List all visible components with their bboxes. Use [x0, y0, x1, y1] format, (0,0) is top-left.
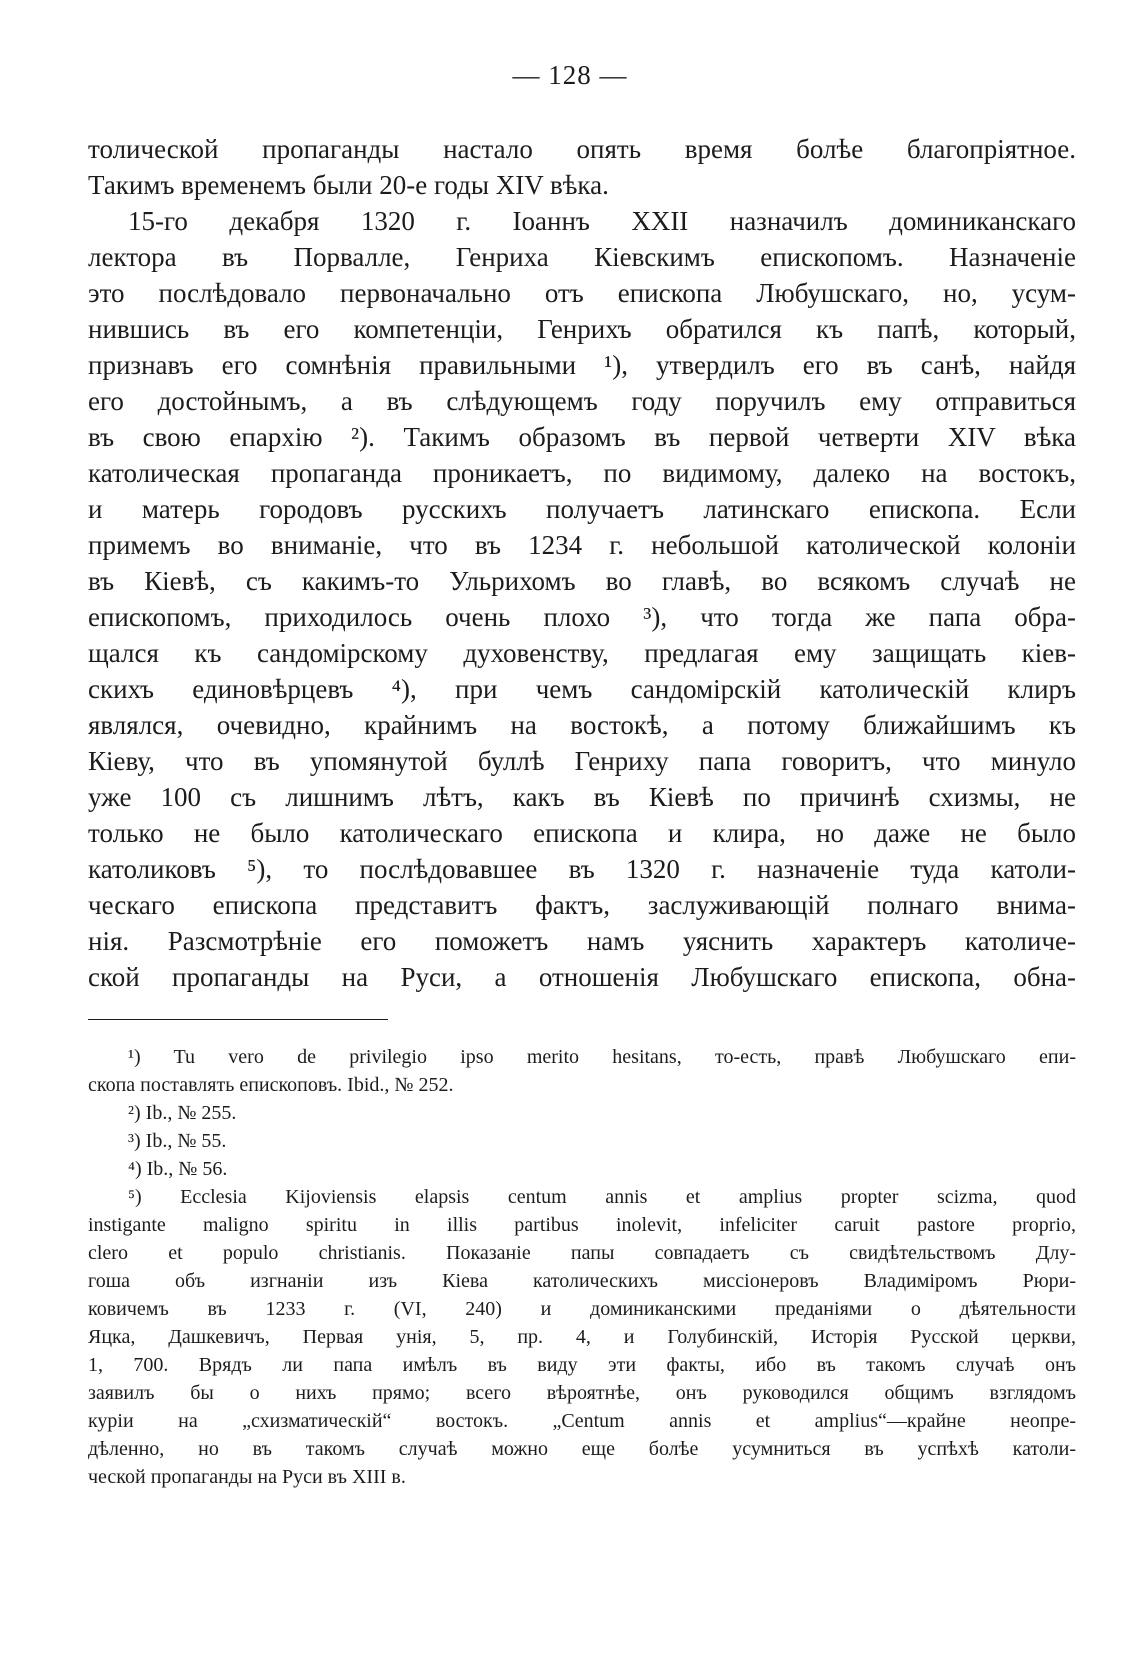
footnote-line: ²) Ib., № 255. [128, 1102, 237, 1124]
footnote-line: 1, 700. Врядъ ли папа имѣлъ въ виду эти факты, ибо въ такомъ случаѣ онъ [88, 1354, 1076, 1376]
footnote-line: ковичемъ въ 1233 г. (VI, 240) и доминиканскими преданіями о дѣятельности [88, 1298, 1076, 1320]
main-line: и матерь городовъ русскихъ получаетъ латинскаго епископа. Если [88, 494, 1076, 524]
footnote-line: ³) Ib., № 55. [128, 1130, 227, 1152]
footnote-line: ческой пропаганды на Руси въ XIII в. [88, 1466, 406, 1488]
main-line: скихъ единовѣрцевъ ⁴), при чемъ сандомірскій католическій клиръ [88, 674, 1076, 704]
footnote-line: instigante maligno spiritu in illis partibus inolevit, infeliciter caruit pastore proprio, [88, 1214, 1076, 1236]
footnotes [88, 1043, 1076, 1491]
main-line: епископомъ, приходилось очень плохо ³), что тогда же папа обра- [88, 602, 1076, 632]
footnote-line: скопа поставлять епископовъ. Ibid., № 252. [88, 1074, 454, 1096]
main-text [88, 131, 1076, 995]
footnote-line: ¹) Tu vero de privilegio ipso merito hesitans, то-есть, правѣ Любушскаго епи- [128, 1046, 1076, 1068]
main-line: Кіеву, что въ упомянутой буллѣ Генриху папа говоритъ, что минуло [88, 746, 1076, 776]
footnote-divider [88, 1019, 388, 1020]
main-line: толической пропаганды настало опять время болѣе благопріятное. [88, 134, 1076, 164]
footnote-line: clero et populo christianis. Показаніе папы совпадаетъ съ свидѣтельствомъ Длу- [88, 1242, 1076, 1264]
main-line: только не было католическаго епископа и клира, но даже не было [88, 818, 1076, 848]
main-line: ческаго епископа представитъ фактъ, заслуживающій полнаго внима- [88, 890, 1076, 920]
main-line: примемъ во вниманіе, что въ 1234 г. небольшой католической колоніи [88, 530, 1076, 560]
footnote-line: гоша объ изгнаніи изъ Кіева католическихъ миссіонеровъ Владиміромъ Рюри- [88, 1270, 1076, 1292]
footnote-line: ⁴) Ib., № 56. [128, 1158, 228, 1180]
footnote-line: ⁵) Ecclesia Kijoviensis elapsis centum annis et amplius propter scizma, quod [128, 1186, 1076, 1208]
main-line: лектора въ Порвалле, Генриха Кіевскимъ епископомъ. Назначеніе [88, 242, 1076, 272]
footnote-line: Яцка, Дашкевичъ, Первая унія, 5, пр. 4, и Голубинскій, Исторія Русской церкви, [88, 1326, 1076, 1348]
main-line: католическая пропаганда проникаетъ, по видимому, далеко на востокъ, [88, 458, 1076, 488]
main-line: ской пропаганды на Руси, а отношенія Любушскаго епископа, обна- [88, 962, 1076, 992]
main-line: 15-го декабря 1320 г. Іоаннъ XXII назначилъ доминиканскаго [128, 206, 1076, 236]
footnote-line: дѣленно, но въ такомъ случаѣ можно еще болѣе усумниться въ успѣхѣ католи- [88, 1438, 1076, 1460]
footnote-line: заявилъ бы о нихъ прямо; всего вѣроятнѣе, онъ руководился общимъ взглядомъ [88, 1382, 1076, 1404]
main-line: щался къ сандомірскому духовенству, предлагая ему защищать кіев- [88, 638, 1076, 668]
main-line: Такимъ временемъ были 20-е годы XIV вѣка. [88, 170, 609, 200]
main-line: уже 100 съ лишнимъ лѣтъ, какъ въ Кіевѣ по причинѣ схизмы, не [88, 782, 1076, 812]
page-number: — 128 — [512, 60, 628, 90]
main-line: въ свою епархію ²). Такимъ образомъ въ первой четверти XIV вѣка [88, 422, 1076, 452]
main-line: являлся, очевидно, крайнимъ на востокѣ, а потому ближайшимъ къ [88, 710, 1076, 740]
main-line: его достойнымъ, а въ слѣдующемъ году поручилъ ему отправиться [88, 386, 1076, 416]
main-line: въ Кіевѣ, съ какимъ-то Ульрихомъ во главѣ, во всякомъ случаѣ не [88, 566, 1076, 596]
main-line: нія. Разсмотрѣніе его поможетъ намъ уяснить характеръ католиче- [88, 926, 1076, 956]
main-line: это послѣдовало первоначально отъ епископа Любушскаго, но, усум- [88, 278, 1076, 308]
main-line: признавъ его сомнѣнія правильными ¹), утвердилъ его въ санѣ, найдя [88, 350, 1076, 380]
footnote-line: куріи на „схизматическій“ востокъ. „Centum annis et amplius“—крайне неопре- [88, 1410, 1076, 1432]
main-line: нившись въ его компетенціи, Генрихъ обратился къ папѣ, который, [88, 314, 1076, 344]
main-line: католиковъ ⁵), то послѣдовавшее въ 1320 г. назначеніе туда католи- [88, 854, 1076, 884]
